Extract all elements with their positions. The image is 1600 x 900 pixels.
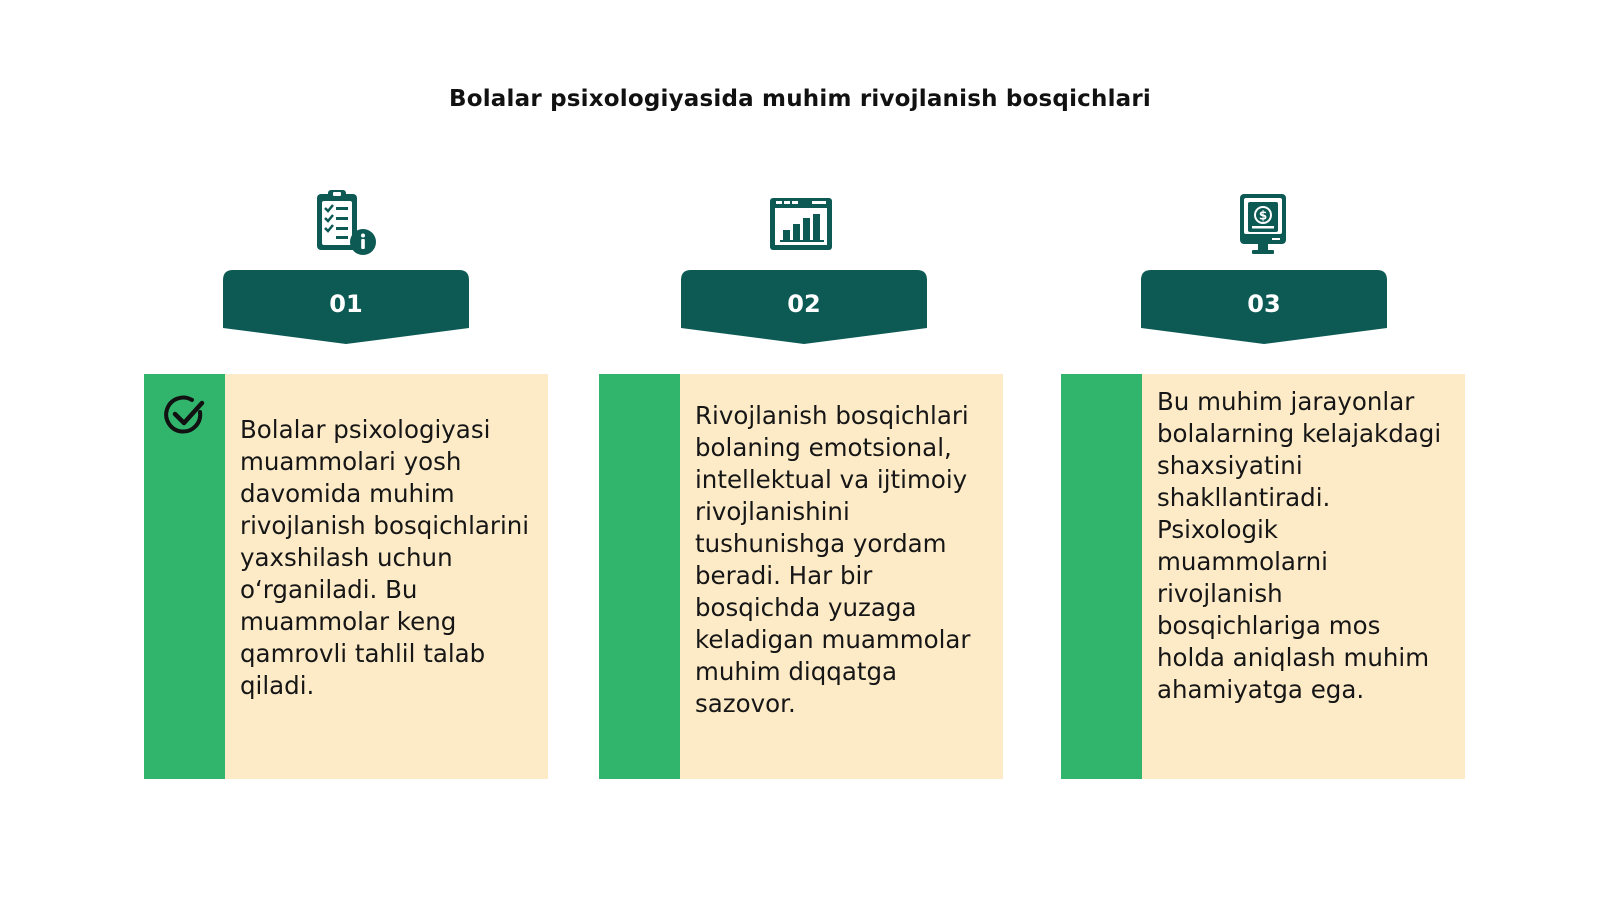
step-card-3 xyxy=(1061,374,1465,779)
step-description: Bu muhim jarayonlar bolalarning kelajakdagi shaxsiyatini shakllantiradi. Psixologik muammolarni rivojlanish bosqichlariga mos holda aniqlash muhim ahamiyatga ega. xyxy=(1157,387,1442,704)
step-number: 03 xyxy=(1247,290,1281,318)
step-number: 02 xyxy=(787,290,821,318)
step-badge-2 xyxy=(681,270,927,346)
card-accent-bar xyxy=(599,374,680,779)
step-card-2 xyxy=(599,374,1003,779)
svg-text:$: $ xyxy=(1258,208,1268,223)
step-column-1 xyxy=(144,0,548,900)
clipboard-checklist-info-icon xyxy=(313,188,379,258)
step-column-3 xyxy=(1061,0,1465,900)
step-column-2 xyxy=(599,0,1003,900)
step-badge-1 xyxy=(223,270,469,346)
card-accent-bar xyxy=(1061,374,1142,779)
bar-chart-window-icon xyxy=(768,188,834,258)
monitor-dollar-icon xyxy=(1230,188,1296,258)
card-accent-bar xyxy=(144,374,225,779)
step-number: 01 xyxy=(329,290,363,318)
step-description: Rivojlanish bosqichlari bolaning emotsional, intellektual va ijtimoiy rivojlanishini tushunishga yordam beradi. Har bir bosqichda yuzaga keladigan muammolar muhim diqqatga sazovor. xyxy=(695,401,971,718)
page-title: Bolalar psixologiyasida muhim rivojlanish bosqichlari xyxy=(448,86,1152,112)
step-badge-3 xyxy=(1141,270,1387,346)
step-description: Bolalar psixologiyasi muammolari yosh davomida muhim rivojlanish bosqichlarini yaxshilash uchun o‘rganiladi. Bu muammolar keng qamrovli tahlil talab qiladi. xyxy=(240,415,530,700)
step-card-1 xyxy=(144,374,548,779)
check-circle-icon xyxy=(162,392,208,438)
